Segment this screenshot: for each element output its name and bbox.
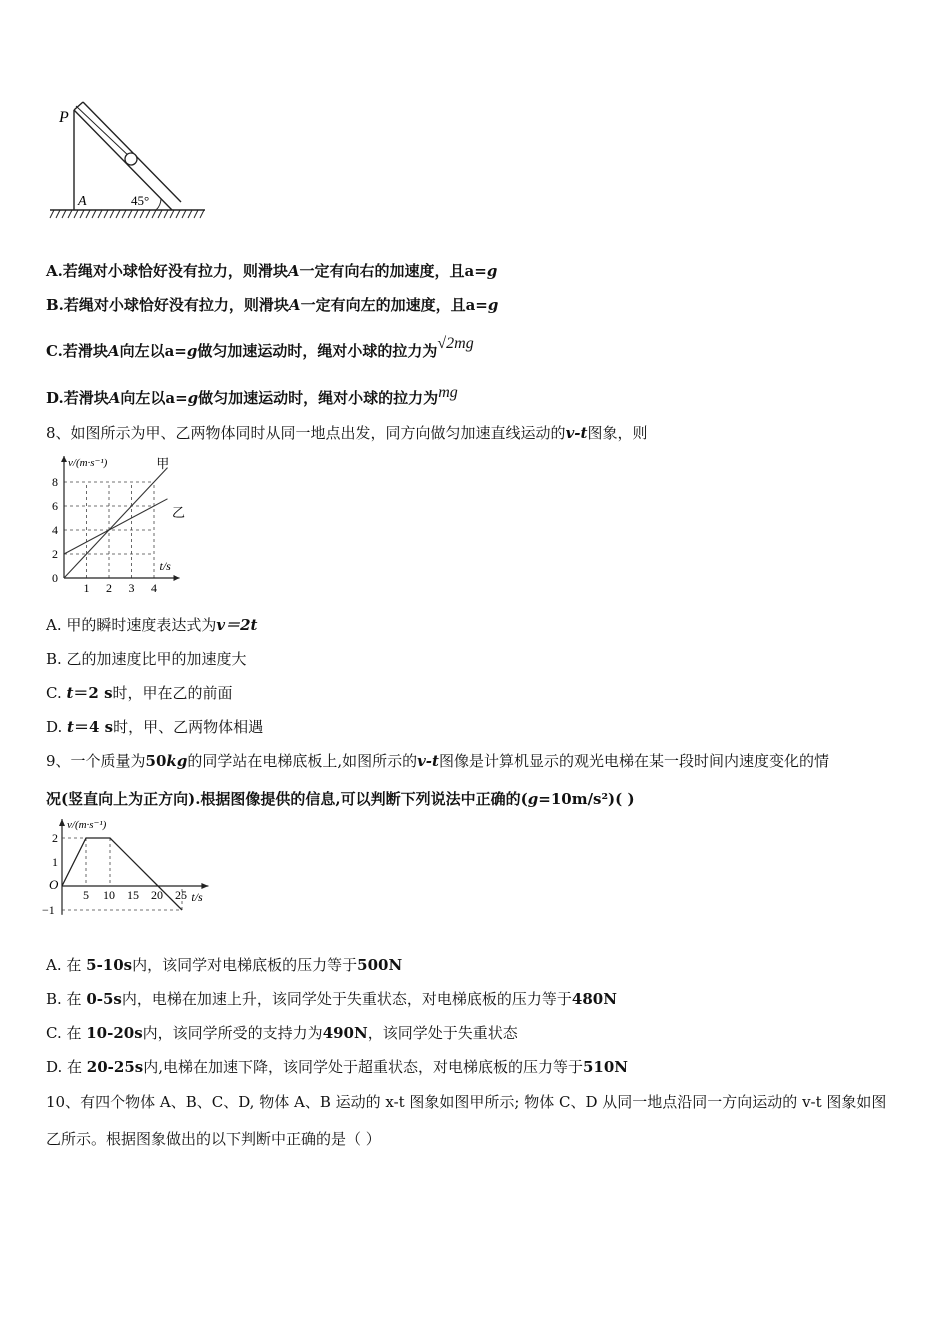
y-tick-label: 8 [52,475,58,489]
x-tick-label: 15 [127,888,139,902]
q8-vt-chart [44,452,204,597]
q9-option-a: A. 在 5-10s内，该同学对电梯底板的压力等于500N [46,956,403,974]
x-axis-label: t/s [191,890,203,904]
x-tick-label: 25 [175,888,187,902]
x-tick-label: 4 [151,581,157,595]
y-tick-label: 1 [52,855,58,869]
q9-stem-line1: 9、一个质量为50kg的同学站在电梯底板上,如图所示的v-t图像是计算机显示的观光电梯在某一段时间内速度变化的情 [46,752,829,770]
series-line [62,838,182,910]
y-tick-label: 2 [52,547,58,561]
q7-option-b: B.若绳对小球恰好没有拉力，则滑块A一定有向左的加速度，且a=g [46,296,499,314]
series-label-yi: 乙 [172,505,186,521]
y-tick-label: 2 [52,831,58,845]
incline-figure [40,96,215,226]
series-line-1 [64,468,168,578]
formula-mg: mg [438,384,458,401]
q8-option-c: C. t＝2 s时，甲在乙的前面 [46,684,233,702]
q9-vt-chart [38,815,223,923]
y-tick-label: 4 [52,523,58,537]
y-tick-label: 6 [52,499,58,513]
q10-stem-line1: 10、有四个物体 A、B、C、D, 物体 A、B 运动的 x-t 图象如图甲所示; 物体 C、D 从同一地点沿同一方向运动的 v-t 图象如图 [46,1093,887,1111]
label-p: P [59,109,69,126]
y-axis-label: v/(m·s⁻¹) [68,457,108,469]
angle-label: 45° [131,193,150,208]
origin-label: O [49,877,59,892]
q9-stem-line2: 况(竖直向上为正方向).根据图像提供的信息,可以判断下列说法中正确的(g=10m/s²)( ) [46,790,635,808]
x-tick-label: 1 [83,581,90,595]
label-a: A [78,194,87,209]
x-tick-label: 10 [103,888,115,902]
q10-stem-line2: 乙所示。根据图象做出的以下判断中正确的是（ ） [46,1130,381,1148]
q9-option-c: C. 在 10-20s内，该同学所受的支持力为490N，该同学处于失重状态 [46,1024,518,1042]
x-axis-arrow [201,883,208,889]
y-tick-label: 0 [52,571,58,585]
x-tick-label: 2 [106,581,112,595]
formula-sqrt2mg: √2mg [437,335,474,352]
q9-option-d: D. 在 20-25s内,电梯在加速下降，该同学处于超重状态，对电梯底板的压力等于510N [46,1058,629,1076]
ball [125,153,137,165]
x-axis-label: t/s [159,559,171,573]
q8-option-b: B. 乙的加速度比甲的加速度大 [46,650,247,668]
series-label-jia: 甲 [156,456,170,471]
q9-option-b: B. 在 0-5s内，电梯在加速上升，该同学处于失重状态，对电梯底板的压力等于480N [46,990,617,1008]
q8-option-d: D. t＝4 s时，甲、乙两物体相遇 [46,718,264,736]
q7-option-a: A.若绳对小球恰好没有拉力，则滑块A一定有向右的加速度，且a=g [46,262,498,280]
q8-stem: 8、如图所示为甲、乙两物体同时从同一地点出发，同方向做匀加速直线运动的v-t图象，则 [46,424,648,442]
y-tick-label: −1 [42,903,55,917]
x-tick-label: 20 [151,888,163,902]
q7-option-d: D.若滑块A向左以a=g做匀加速运动时，绳对小球的拉力为mg [46,384,458,407]
x-tick-label: 3 [128,581,135,595]
q8-option-a: A. 甲的瞬时速度表达式为v＝2t [46,616,258,634]
q7-option-c: C.若滑块A向左以a=g做匀加速运动时，绳对小球的拉力为√2mg [46,335,474,360]
y-axis-label: v/(m·s⁻¹) [67,819,107,831]
x-axis-arrow [174,575,180,581]
series-line-2 [64,499,168,554]
x-tick-label: 5 [83,888,89,902]
y-axis-arrow [61,456,67,462]
y-axis-arrow [59,819,65,826]
